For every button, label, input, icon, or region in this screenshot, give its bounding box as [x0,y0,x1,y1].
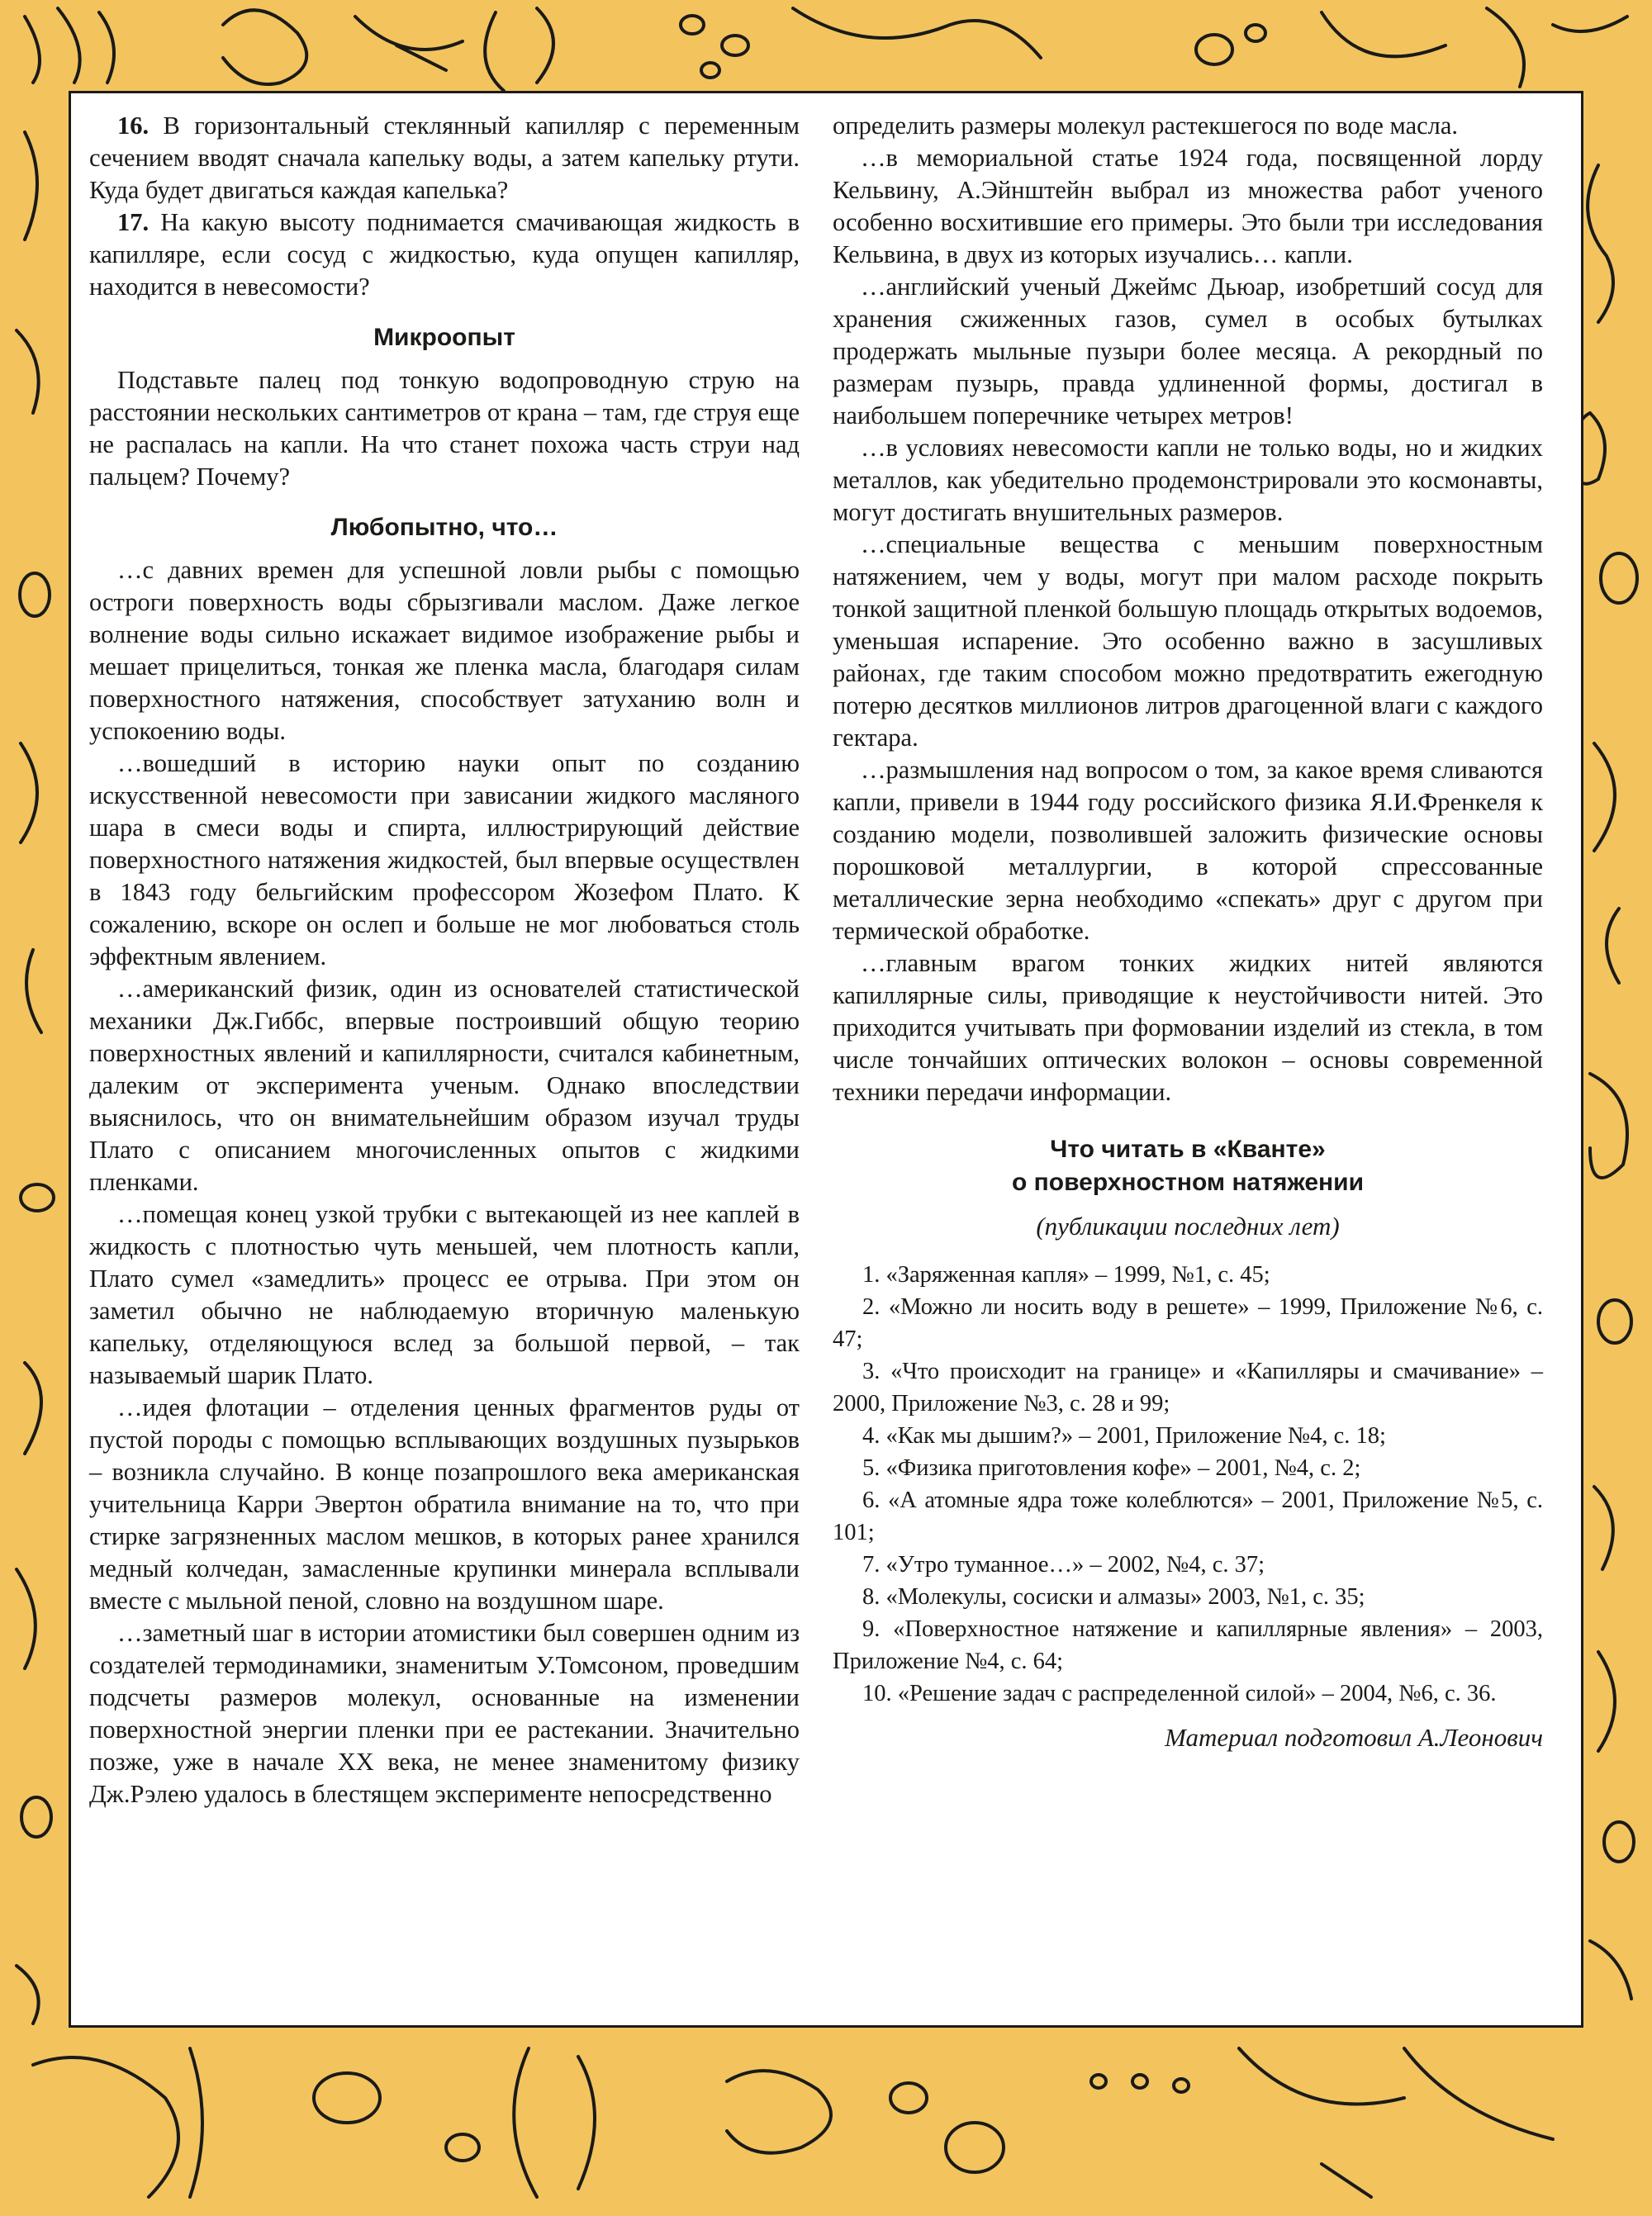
reading-list-item: 8. «Молекулы, сосиски и алмазы» 2003, №1, с. 35; [862,1584,1365,1610]
reading-title-line-1: Что читать в «Кванте» [1050,1136,1326,1163]
reading-list-item: 1. «Заряженная капля» – 1999, №1, с. 45; [862,1262,1270,1288]
problem-number: 16. [117,112,150,140]
reading-list [833,1259,1543,1710]
micro-experiment-heading: Микроопыт [373,324,515,351]
right-column [833,110,1543,1754]
problem-17 [89,206,800,303]
reading-list-item: 4. «Как мы дышим?» – 2001, Приложение №4, с. 18; [862,1423,1386,1449]
problem-16 [89,110,800,206]
reading-list-item: 3. «Что происходит на границе» и «Капилляры и смачивание» – 2000, Приложение №3, с. 28 и 99; [833,1359,1543,1416]
curious-paragraph: …с давних времен для успешной ловли рыбы с помощью остроги поверхность воды сбрызгивали маслом. Даже легкое волнение воды сильно искажает видимое изображение рыбы и мешает прицелиться, тонкая же пленка масла, благодаря силам поверхностного натяжения, способствует затуханию волн и успокоению воды. [89,556,800,745]
reading-list-item: 10. «Решение задач с распределенной силой» – 2004, №6, с. 36. [862,1681,1497,1706]
curious-paragraph: …специальные вещества с меньшим поверхностным натяжением, чем у воды, могут при малом расходе покрыть тонкой защитной пленкой большую площадь открытых водоемов, уменьшая испарение. Это особенно важно в засушливых районах, где таким способом можно предотвратить ежегодную потерю десятков миллионов литров драгоценной влаги с каждого гектара. [833,530,1543,752]
reading-list-item: 2. «Можно ли носить воду в решете» – 1999, Приложение №6, с. 47; [833,1294,1543,1352]
curious-paragraph: …в условиях невесомости капли не только воды, но и жидких металлов, как убедительно продемонстрировали это космонавты, могут достигать внушительных размеров. [833,434,1543,526]
author-credit: Материал подготовил А.Леонович [1165,1723,1543,1752]
micro-experiment-text: Подставьте палец под тонкую водопроводную струю на расстоянии нескольких сантиметров от крана – там, где струя еще не распалась на капли. На что станет похожа часть струи над пальцем? Почему? [89,366,800,491]
curious-paragraph: …главным врагом тонких жидких нитей являются капиллярные силы, приводящие к неустойчивости нитей. Это приходится учитывать при формовании изделий из стекла, в том числе тончайших оптических волокон – основы современной техники передачи информации. [833,949,1543,1106]
problem-text: В горизонтальный стеклянный капилляр с переменным сечением вводят сначала капельку воды, а затем капельку ртути. Куда будет двигаться каждая капелька? [89,112,800,204]
curious-paragraph: …идея флотации – отделения ценных фрагментов руды от пустой породы с помощью всплывающих воздушных пузырьков – возникла случайно. В конце позапрошлого века американская учительница Карри Эвертон обратила внимание на то, что при стирке загрязненных маслом мешков, в которых ранее хранился медный колчедан, замасленные крупинки минерала всплывали вместе с мыльной пеной, словно на воздушном шаре. [89,1393,800,1615]
left-column [89,110,800,1810]
curious-paragraph: …американский физик, один из основателей статистической механики Дж.Гиббс, впервые построивший общую теорию поверхностных явлений и капиллярности, считался кабинетным, далеким от эксперимента ученым. Однако впоследствии выяснилось, что он внимательнейшим образом изучал труды Плато с описанием многочисленных опытов с жидкими пленками. [89,975,800,1196]
problem-number: 17. [117,208,150,236]
curious-paragraph: …помещая конец узкой трубки с вытекающей из нее каплей в жидкость с плотностью чуть меньшей, чем плотность капли, Плато сумел «замедлить» процесс ее отрыва. При этом он заметил обычно не наблюдаемую вторичную маленькую капельку, отделяющуюся вслед за большой первой, – так называемый шарик Плато. [89,1200,800,1389]
reading-list-subtitle: (публикации последних лет) [1036,1212,1340,1241]
curious-paragraph: …в мемориальной статье 1924 года, посвященной лорду Кельвину, А.Эйнштейн выбрал из множества работ ученого особенно восхитившие его примеры. Это были три исследования Кельвина, в двух из которых изучались… капли. [833,144,1543,268]
curious-paragraph: …английский ученый Джеймс Дьюар, изобретший сосуд для хранения сжиженных газов, сумел в особых бутылках продержать мыльные пузыри более месяца. А рекордный по размерам пузырь, правда удлиненной формы, достигал в наибольшем поперечнике четырех метров! [833,273,1543,429]
reading-list-item: 7. «Утро туманное…» – 2002, №4, с. 37; [862,1552,1265,1578]
curious-paragraph: …заметный шаг в истории атомистики был совершен одним из создателей термодинамики, знаменитым У.Томсоном, проведшим подсчеты размеров молекул, основанные на изменении поверхностной энергии пленки при ее растекании. Значительно позже, уже в начале XX века, не менее знаменитому физику Дж.Рэлею удалось в блестящем эксперименте непосредственно [89,1619,800,1808]
reading-title-line-2: о поверхностном натяжении [1011,1169,1365,1196]
reading-list-item: 9. «Поверхностное натяжение и капиллярные явления» – 2003, Приложение №4, с. 64; [833,1616,1543,1674]
curious-paragraph: …вошедший в историю науки опыт по созданию искусственной невесомости при зависании жидкого масляного шара в смеси воды и спирта, иллюстрирующий действие поверхностного натяжения жидкостей, был впервые осуществлен в 1843 году бельгийским профессором Жозефом Плато. К сожалению, вскоре он ослеп и больше не мог любоваться столь эффектным явлением. [89,749,800,970]
curious-paragraph: …размышления над вопросом о том, за какое время сливаются капли, привели в 1944 году российского физика Я.И.Френкеля к созданию модели, позволившей заложить физические основы порошковой металлургии, в которой спрессованные металлические зерна необходимо «спекать» друг с другом при термической обработке. [833,756,1543,945]
continued-paragraph: определить размеры молекул растекшегося по воде масла. [833,112,1459,140]
reading-list-item: 5. «Физика приготовления кофе» – 2001, №4, с. 2; [862,1455,1361,1481]
article-page [69,91,1583,2028]
reading-list-item: 6. «А атомные ядра тоже колеблются» – 2001, Приложение №5, с. 101; [833,1488,1543,1545]
reading-list-heading [833,1133,1543,1199]
problem-text: На какую высоту поднимается смачивающая жидкость в капилляре, если сосуд с жидкостью, куда опущен капилляр, находится в невесомости? [89,208,800,301]
curious-facts-heading: Любопытно, что… [330,514,558,541]
